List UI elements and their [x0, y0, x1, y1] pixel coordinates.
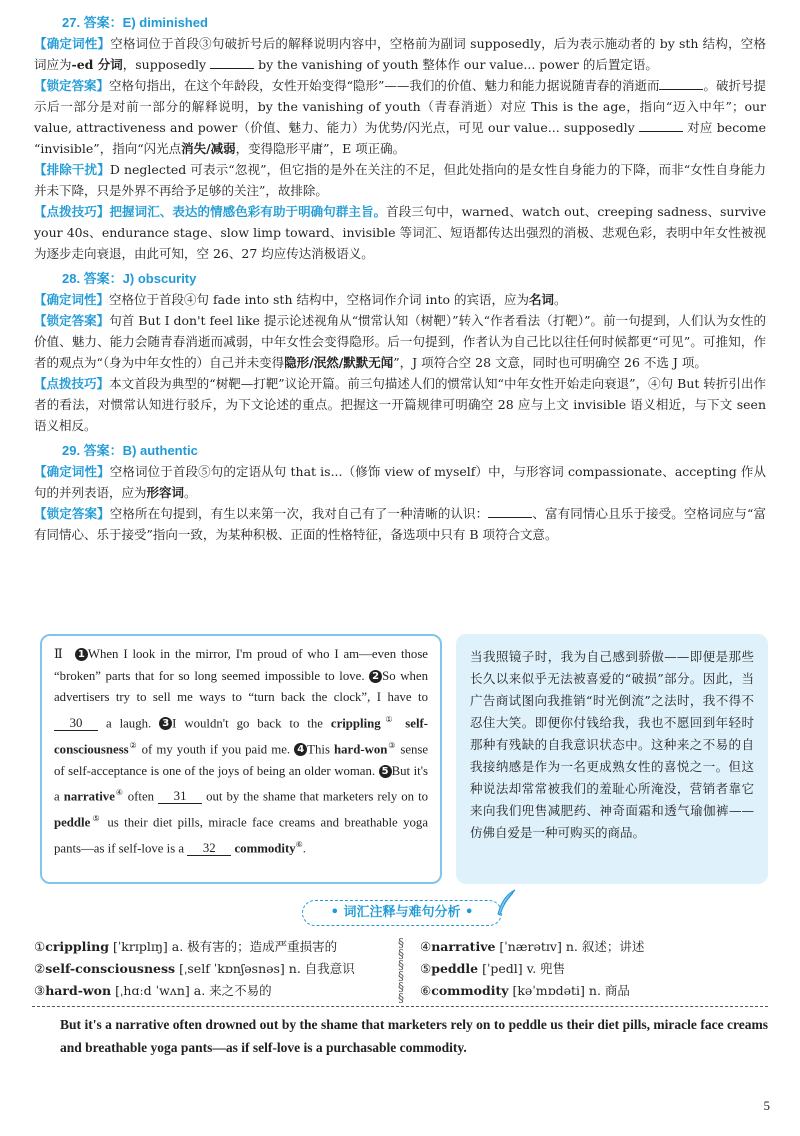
- q27-lock: 【锁定答案】空格句指出，在这个年龄段，女性开始变得“隐形”——我们的价值、魅力和能力据说随青春的消逝而 。破折号提示后一部分是对前一部分的解释说明，by the vanishing of youth（青春消逝）对应 This is the age，指向“迈入中年”；our value, attractiveness and power（价值、魅力、能力）为优势/闪光点，可见 our value... supposedly 对应 become “invisible”，指向“闪光点消失/减弱，变得隐形平庸”，E 项正确。: [34, 78, 766, 156]
- q28-lock: 【锁定答案】句首 But I don't feel like 提示论述视角从“惯常认知（树靶）”转入“作者看法（打靶）”。前一句提到，人们认为女性的价值、魅力、能力会随青春消逝而减弱，中年女性会变得隐形。后一句提到，作者认为自己比以往任何时候都更“可见”。可推知，作者的观点为“（身为中年女性的）自己并未变得隐形/泯然/默默无闻”，J 项符合空 28 文意，同时也可明确空 26 不选 J 项。: [34, 313, 766, 370]
- q27-pos: 【确定词性】空格词位于首段③句破折号后的解释说明内容中，空格前为副词 supposedly，后为表示施动者的 by sth 结构，空格词应为-ed 分词，supposedly by the vanishing of youth 整体作 our value... power 的后置定语。: [34, 36, 766, 72]
- q29-pos: 【确定词性】空格词位于首段⑤句的定语从句 that is...（修饰 view of myself）中，与形容词 compassionate、accepting 作从句的并列表语，应为形容词。: [34, 464, 766, 500]
- vocab-item: ①crippling [ˈkrɪplɪŋ] a. 极有害的；造成严重损害的: [34, 939, 338, 954]
- page-number: 5: [763, 1098, 770, 1113]
- passage-boxes: [40, 634, 768, 886]
- blank-line: [659, 77, 703, 90]
- q27-section: [34, 12, 766, 264]
- english-passage: Ⅱ 1 When I look in the mirror, I'm proud of who I am—even those “broken” parts that for so long seemed impossible to love. 2 So when advertisers try to sell me ways to “turn back the clock”, I have to 30 a laugh. 3 I wouldn't go back to the crippling① self-consciousness② of my youth if you paid me. 4 This hard-won③ sense of self-acceptance is one of the joys of being an older woman. 5 But it's a narrative④ often 31 out by the shame that marketers rely on to peddle⑤ us their diet pills, miracle face creams and breathable yoga pants—as if self-love is a 32 commodity⑥.: [40, 634, 442, 884]
- blank-line: [488, 505, 532, 518]
- q28-pos: 【确定词性】空格位于首段④句 fade into sth 结构中，空格词作介词 into 的宾语，应为名词。: [34, 292, 567, 307]
- q28-answer: 28. 答案：J) obscurity: [62, 271, 197, 286]
- q29-section: [34, 440, 766, 545]
- feather-pen-icon: [493, 888, 519, 918]
- blank-30[interactable]: 30: [54, 716, 98, 731]
- vocab-item: ③hard-won [ˌhɑːd ˈwʌn] a. 来之不易的: [34, 983, 272, 998]
- vocab-item: ⑤peddle [ˈpedl] v. 兜售: [420, 961, 566, 976]
- blank-32[interactable]: 32: [187, 841, 231, 856]
- vocab-item: ④narrative [ˈnærətɪv] n. 叙述；讲述: [420, 939, 645, 954]
- blank-line: [210, 56, 254, 69]
- vocab-item: ⑥commodity [kəˈmɒdəti] n. 商品: [420, 983, 630, 998]
- chinese-translation: 当我照镜子时，我为自己感到骄傲——即便是那些长久以来似乎无法被喜爱的“破损”部分。因此，当广告商试图向我推销“时光倒流”之法时，我不得不忍住大笑。即便你付钱给我，我也不愿回到年轻时那种有残缺的自我意识状态中。这种来之不易的自我接纳感是作为一名更成熟女性的喜悦之一。但这种说法却常常被我们的羞耻心所淹没，营销者靠它来向我们兜售减肥药、神奇面霜和透气瑜伽裤——仿佛自爱是一种可购买的商品。: [456, 634, 768, 884]
- q29-answer: 29. 答案：B) authentic: [62, 443, 198, 458]
- explanations: [34, 8, 766, 547]
- vocab-heading: • 词汇注释与难句分析 •: [302, 900, 502, 926]
- q29-lock: 【锁定答案】空格所在句提到，有生以来第一次，我对自己有了一种清晰的认识： 、富有同情心且乐于接受。空格词应与“富有同情心、乐于接受”指向一致，为某种积极、正面的性格特征，备选项中只有 B 项符合文意。: [34, 506, 766, 542]
- roman-numeral: Ⅱ: [54, 647, 63, 661]
- q28-tip: 【点拨技巧】本文首段为典型的“树靶—打靶”议论开篇。前三句描述人们的惯常认知“中年女性开始走向衰退”，④句 But 转折引出作者的看法，对惯常认知进行驳斥，为下文论述的重点。把握这一开篇规律可明确空 28 应与上文 invisible 语义相近，与下文 seen 语义相反。: [34, 376, 766, 433]
- difficult-sentence: But it's a narrative often drowned out by the shame that marketers rely on to peddle us their diet pills, miracle face creams and breathable yoga pants—as if self-love is a purchasable commodity.: [32, 1006, 768, 1059]
- q27-answer: 27. 答案：E) diminished: [62, 15, 208, 30]
- blank-31[interactable]: 31: [158, 789, 202, 804]
- q27-tip: 【点拨技巧】把握词汇、表达的情感色彩有助于明确句群主旨。首段三句中，warned、watch out、creeping sadness、survive your 40s、endurance stage、slow limp toward、invisible 等词汇、短语都传达出强烈的消极、悲观色彩，表明中年女性被视为逐步走向衰退，由此可知，空 26、27 均应传达消极语义。: [34, 204, 766, 261]
- vocab-right: [420, 936, 644, 1002]
- vocab-left: [34, 936, 355, 1002]
- chain-divider: § § § § § §: [398, 936, 404, 1005]
- q27-exclude: 【排除干扰】D neglected 可表示“忽视”，但它指的是外在关注的不足，但此处指向的是女性自身能力的下降，而非“女性自身能力并未下降，只是外界不再给予足够的关注”，故排除。: [34, 162, 766, 198]
- vocab-item: ②self-consciousness [ˌself ˈkɒnʃəsnəs] n. 自我意识: [34, 961, 355, 976]
- q28-section: [34, 268, 766, 436]
- blank-line: [639, 119, 683, 132]
